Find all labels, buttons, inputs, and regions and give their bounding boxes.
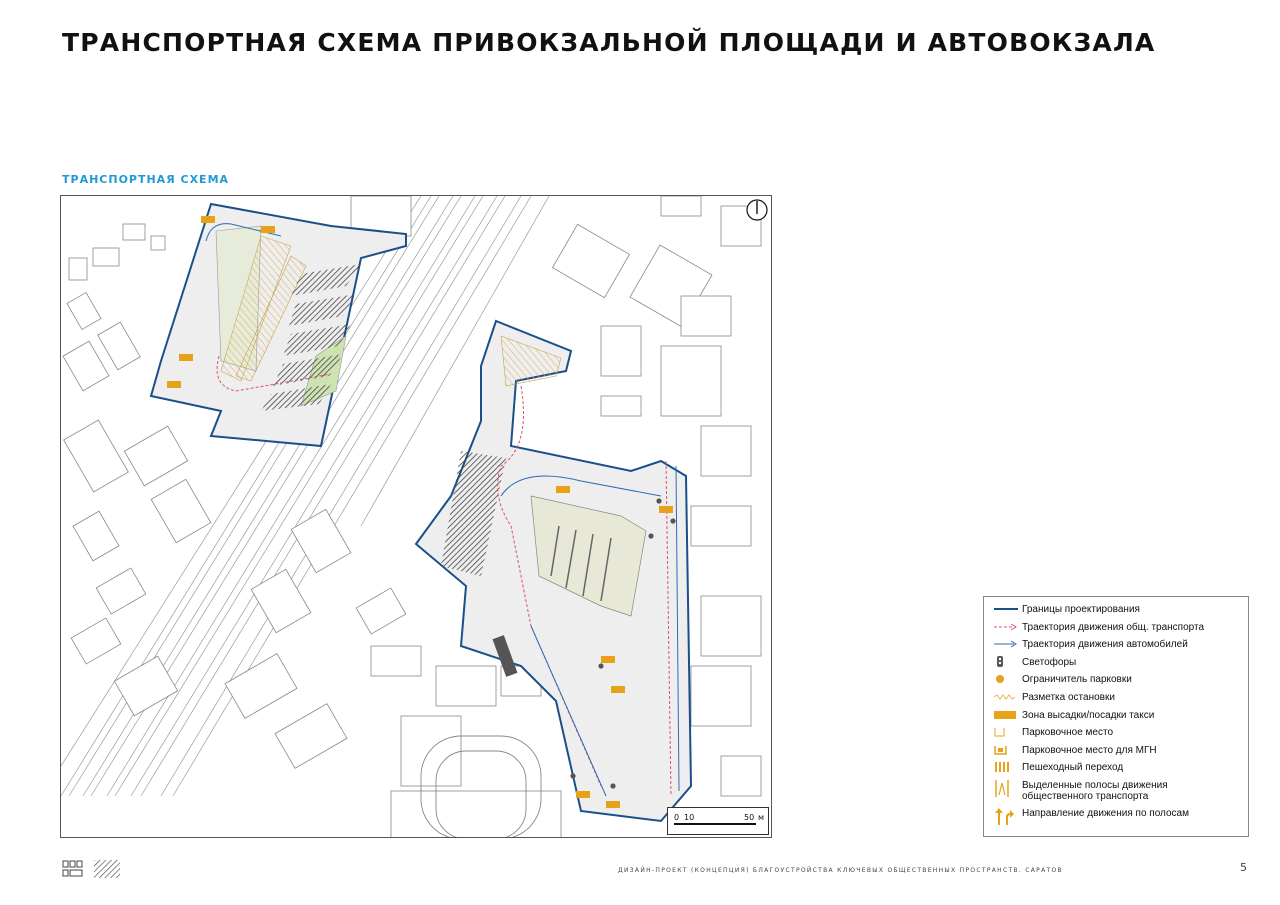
legend-label: Парковочное место для МГН	[1022, 744, 1157, 756]
scale-tick-0: 0	[674, 813, 680, 822]
north-arrow-icon	[747, 200, 767, 220]
bus-lane-icon	[992, 779, 1022, 791]
legend-item	[992, 779, 1240, 807]
traffic-light-icon	[992, 656, 1022, 668]
transport-scheme-map	[60, 195, 772, 838]
page-title: ТРАНСПОРТНАЯ СХЕМА ПРИВОКЗАЛЬНОЙ ПЛОЩАДИ И АВТОВОКЗАЛА	[62, 28, 1156, 57]
map-section-title: ТРАНСПОРТНАЯ СХЕМА	[62, 173, 230, 186]
car-trajectory-icon	[992, 638, 1022, 650]
legend-item	[992, 744, 1240, 762]
legend-label: Пешеходный переход	[1022, 762, 1124, 774]
legend-label: Траектория движения общ. транспорта	[1022, 621, 1205, 633]
legend-label: Границы проектирования	[1022, 604, 1140, 615]
station-square-area	[151, 204, 406, 446]
map-drawing	[61, 196, 772, 838]
parking-bollard-icon	[992, 673, 1022, 685]
boundary-line-icon	[992, 603, 1022, 615]
accessible-parking-icon	[992, 744, 1022, 756]
legend-label: Зона высадки/посадки такси	[1022, 709, 1155, 721]
legend-item	[992, 621, 1240, 639]
legend-item	[992, 656, 1240, 674]
dom-rf-logo-icon	[62, 860, 84, 878]
transit-trajectory-icon	[992, 621, 1022, 633]
legend-item	[992, 726, 1240, 744]
scale-line	[674, 823, 756, 825]
map-legend	[983, 596, 1249, 837]
taxi-zone-icon	[992, 709, 1022, 721]
crosswalk-icon	[992, 761, 1022, 773]
lane-direction-icon	[992, 807, 1022, 819]
legend-item	[992, 709, 1240, 727]
legend-label: Парковочное место	[1022, 727, 1114, 739]
legend-label: Разметка остановки	[1022, 691, 1115, 703]
scale-tick-10: 10	[684, 813, 695, 822]
legend-label: Траектория движения автомобилей	[1022, 639, 1188, 651]
scale-unit: м	[758, 813, 765, 822]
footer-project-title: ДИЗАЙН-ПРОЕКТ (КОНЦЕПЦИЯ) БЛАГОУСТРОЙСТВА КЛЮЧЕВЫХ ОБЩЕСТВЕННЫХ ПРОСТРАНСТВ. САРАТОВ	[618, 867, 1063, 874]
legend-item	[992, 691, 1240, 709]
legend-label: Направление движения по полосам	[1022, 807, 1189, 819]
parking-space-icon	[992, 726, 1022, 738]
legend-label: Ограничитель парковки	[1022, 674, 1132, 686]
legend-label: Выделенные полосы движения общественного транспорта	[1022, 779, 1168, 802]
stop-marking-icon	[992, 691, 1022, 703]
legend-item	[992, 761, 1240, 779]
legend-label: Светофоры	[1022, 656, 1077, 668]
legend-item	[992, 673, 1240, 691]
page-number: 5	[1240, 861, 1247, 874]
legend-item	[992, 638, 1240, 656]
scale-bar	[667, 807, 769, 835]
legend-item	[992, 807, 1240, 833]
pattern-logo-icon	[94, 860, 120, 878]
scale-tick-50: 50	[744, 813, 755, 822]
legend-item	[992, 603, 1240, 621]
